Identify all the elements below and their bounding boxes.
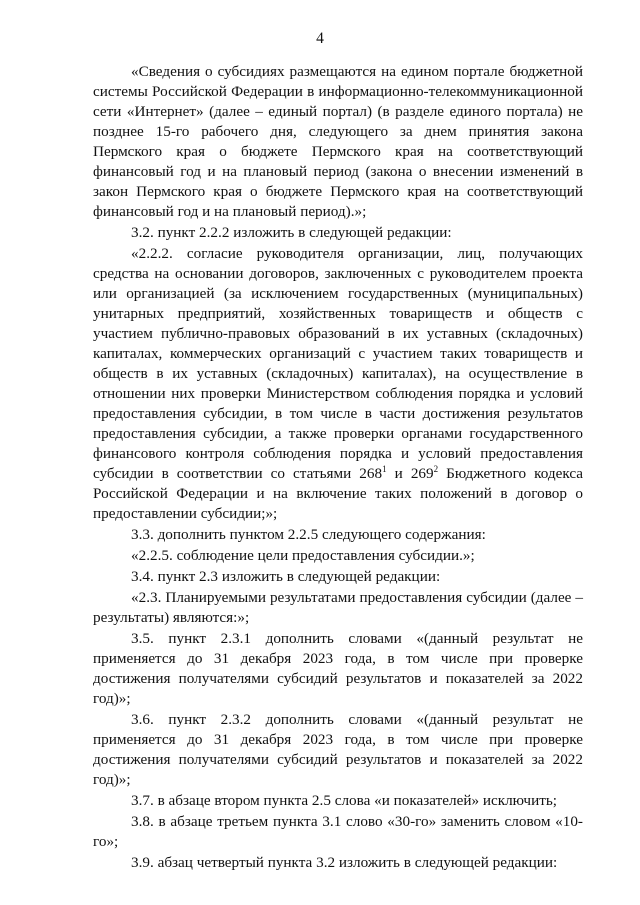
paragraph-3-6: 3.6. пункт 2.3.2 дополнить словами «(данный результат не применяется до 31 декабря 2023 года, в том числе при проверке достижения получателями субсидий результатов и показателей за 2022 год)»; — [93, 711, 583, 788]
paragraph-2-2-2-text-after: Бюджетного кодекса Российской Федерации и на включение таких положений в договор о предоставлении субсидии;»; — [93, 465, 583, 522]
paragraph-3-4: 3.4. пункт 2.3 изложить в следующей редакции: — [131, 568, 441, 585]
paragraph-2-3: «2.3. Планируемыми результатами предоставления субсидии (далее – результаты) являются:»; — [93, 589, 583, 626]
superscript-2: 2 — [433, 463, 439, 474]
paragraph-3-7: 3.7. в абзаце втором пункта 2.5 слова «и показателей» исключить; — [131, 792, 557, 809]
paragraph-3-2: 3.2. пункт 2.2.2 изложить в следующей редакции: — [131, 224, 452, 241]
paragraph-3-5: 3.5. пункт 2.3.1 дополнить словами «(данный результат не применяется до 31 декабря 2023 года, в том числе при проверке достижения получателями субсидий результатов и показателей за 2022 год)»; — [93, 630, 583, 707]
paragraph-2-2-2 — [93, 244, 583, 524]
paragraph-2-2-5: «2.2.5. соблюдение цели предоставления субсидии.»; — [131, 547, 475, 564]
paragraph-3-3: 3.3. дополнить пунктом 2.2.5 следующего содержания: — [131, 526, 486, 543]
paragraph-2-2-2-text-before: «2.2.2. согласие руководителя организации, лиц, получающих средства на основании договоров, заключенных с руководителем проекта или организацией (за исключением государственных (муниципальных) унитарных предприятий, хозяйственных товариществ и обществ с участием публично-правовых образований в их уставных (складочных) капиталах, коммерческих организаций с участием таких товариществ и обществ в их уставных (складочных) капиталах), на осуществление в отношении них проверки Министерством соблюдения порядка и условий предоставления субсидии, в том числе в части достижения результатов предоставления субсидии, а также проверки органами государственного финансового контроля соблюдения порядка и условий предоставления субсидии в соответствии со статьями 268 — [93, 245, 583, 482]
paragraph-3-9: 3.9. абзац четвертый пункта 3.2 изложить в следующей редакции: — [131, 854, 558, 871]
document-body — [93, 62, 583, 873]
paragraph-subsidy-info: «Сведения о субсидиях размещаются на едином портале бюджетной системы Российской Федерации в информационно-телекоммуникационной сети «Интернет» (далее – единый портал) (в разделе единого портала) не позднее 15-го рабочего дня, следующего за днем принятия закона Пермского края о бюджете Пермского края на соответствующий финансовый год и на плановый период (закона о внесении изменений в закон Пермского края о бюджете Пермского края на соответствующий финансовый год и на плановый период).»; — [93, 63, 583, 220]
paragraph-3-8: 3.8. в абзаце третьем пункта 3.1 слово «30-го» заменить словом «10-го»; — [93, 813, 583, 850]
paragraph-2-2-2-text-mid: и 269 — [386, 465, 434, 482]
page-number: 4 — [316, 30, 324, 47]
superscript-1: 1 — [382, 463, 387, 474]
